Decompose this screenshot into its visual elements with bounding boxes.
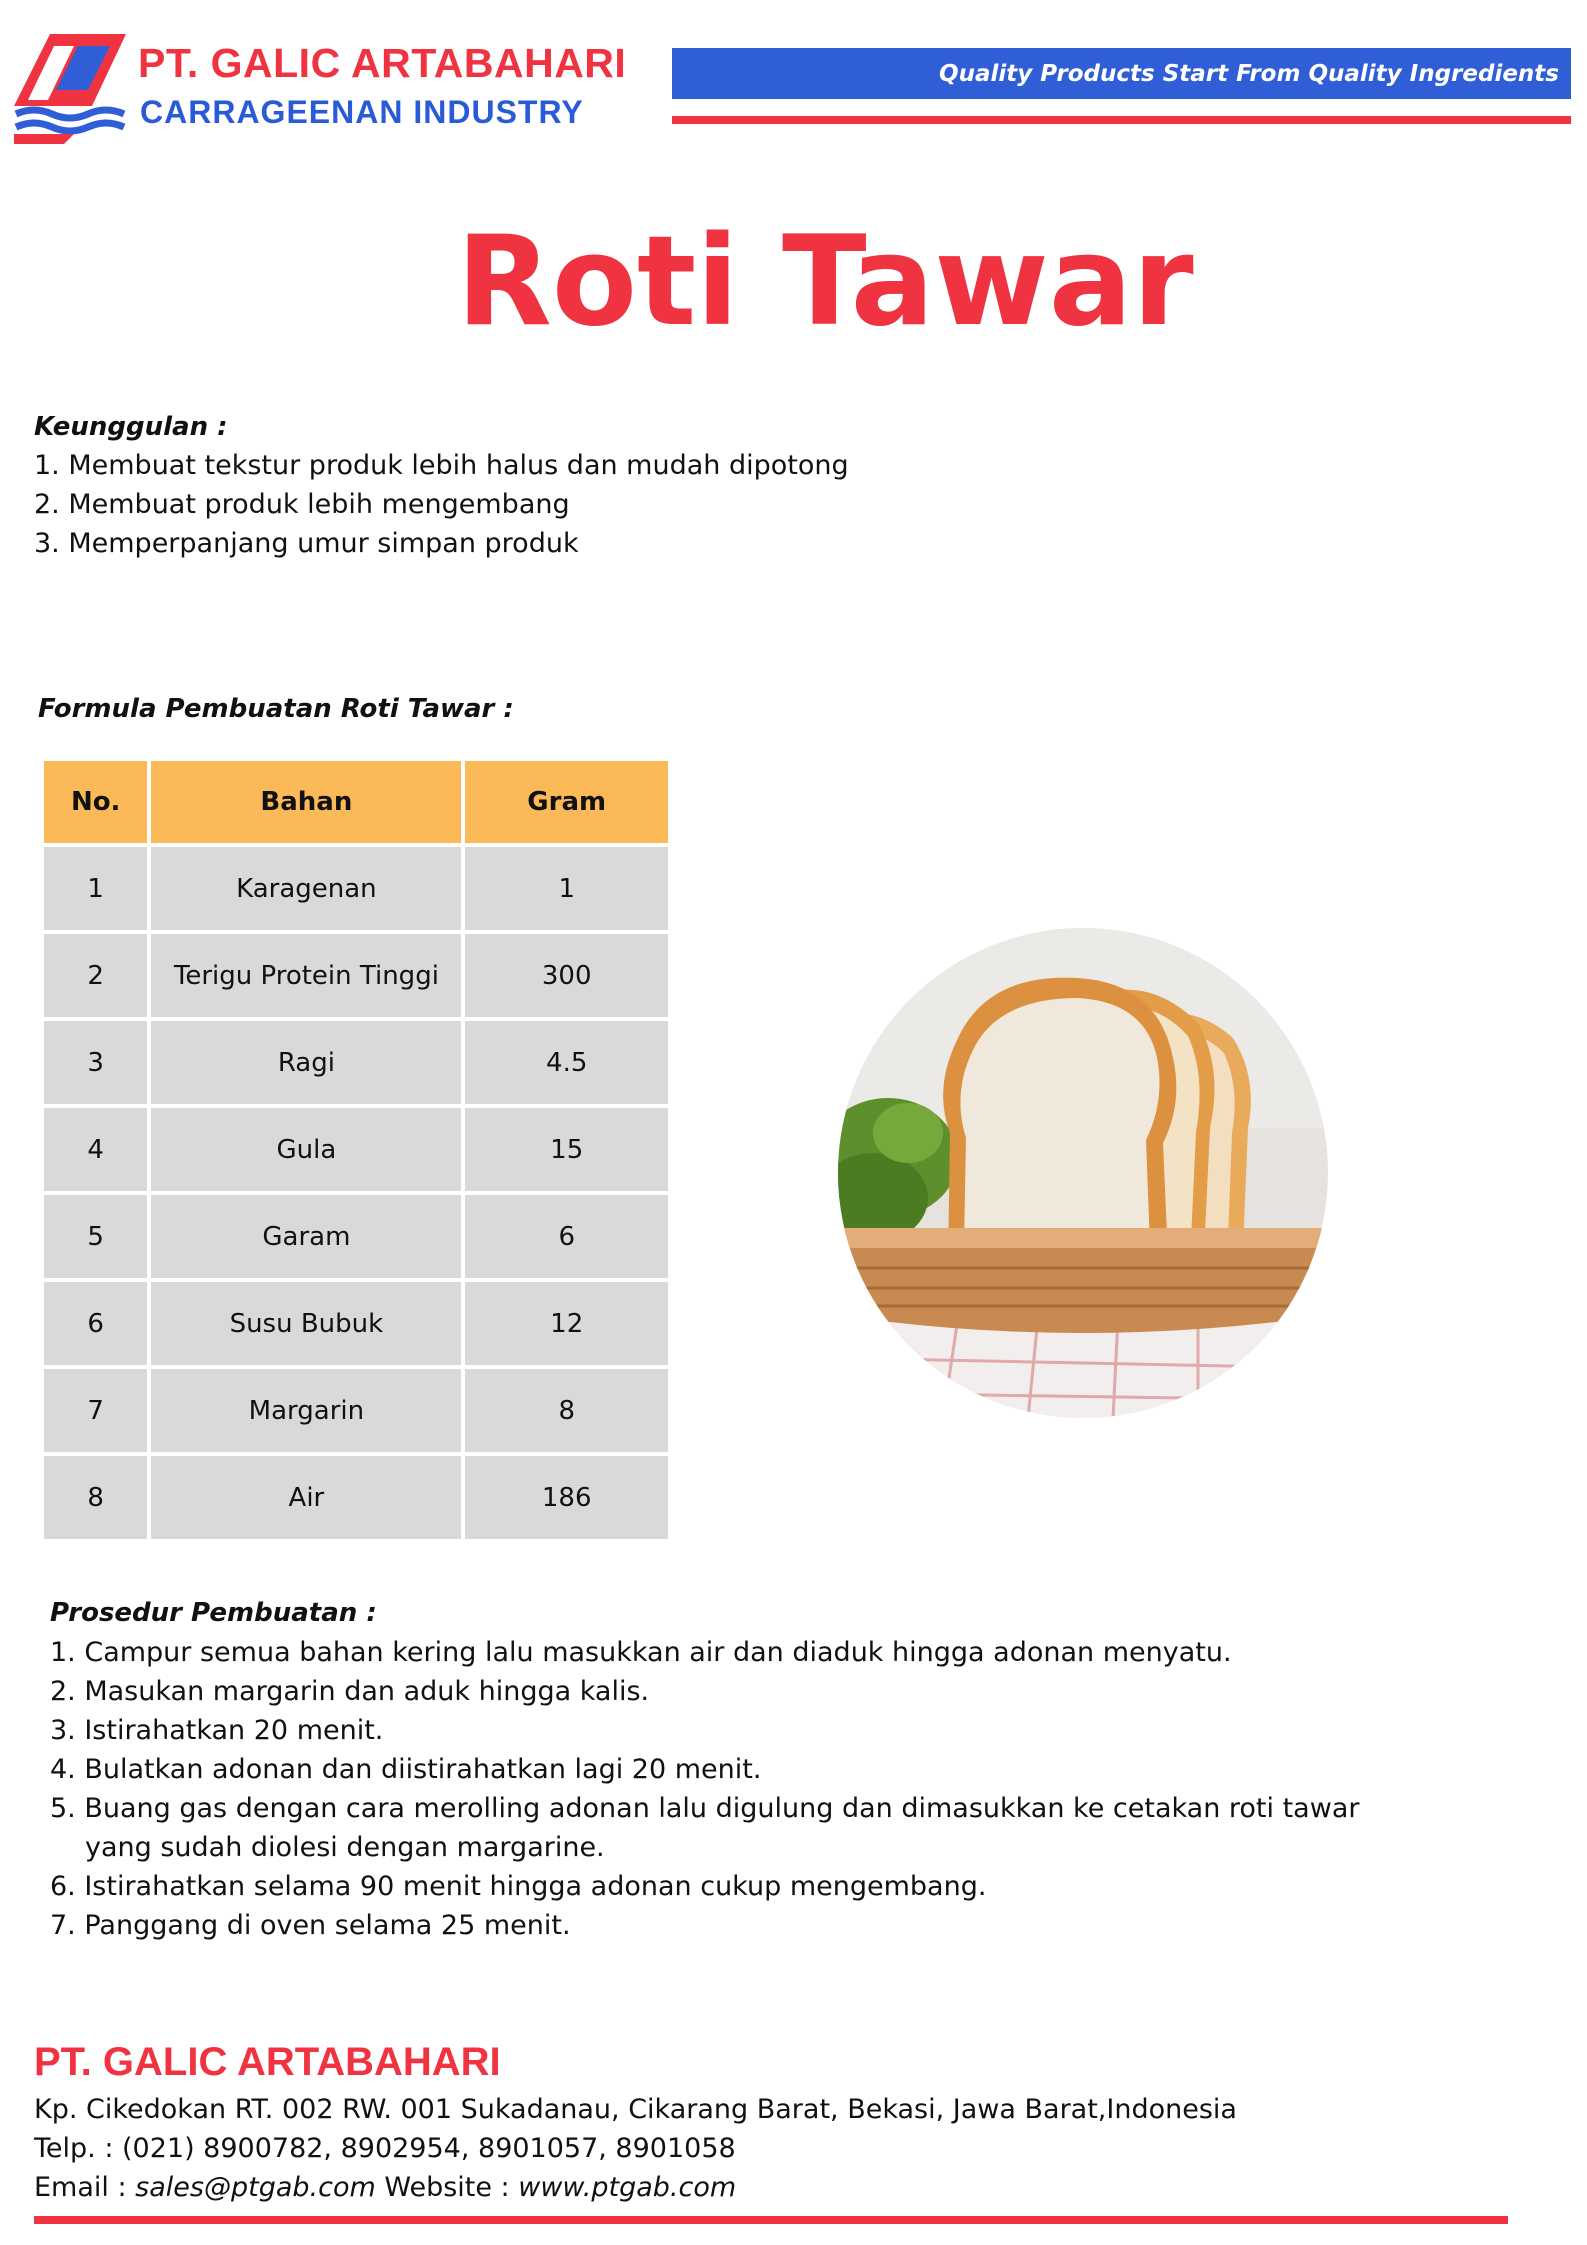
cell-gram: 1	[465, 847, 668, 930]
table-row	[44, 1282, 668, 1365]
cell-gram: 186	[465, 1456, 668, 1539]
company-subtitle: CARRAGEENAN INDUSTRY	[140, 94, 584, 130]
column-header-no: No.	[44, 761, 147, 843]
keunggulan-heading: Keunggulan :	[34, 412, 228, 442]
cell-gram: 4.5	[465, 1021, 668, 1104]
cell-no: 5	[44, 1195, 147, 1278]
keunggulan-item: 3. Memperpanjang umur simpan produk	[34, 528, 579, 559]
website-link[interactable]: www.ptgab.com	[518, 2172, 737, 2203]
email-link[interactable]: sales@ptgab.com	[135, 2172, 376, 2203]
cell-no: 4	[44, 1108, 147, 1191]
cell-no: 3	[44, 1021, 147, 1104]
table-row	[44, 1195, 668, 1278]
prosedur-step: 1. Campur semua bahan kering lalu masukkan air dan diaduk hingga adonan menyatu.	[50, 1637, 1232, 1668]
prosedur-step: 5. Buang gas dengan cara merolling adonan lalu digulung dan dimasukkan ke cetakan roti tawar	[50, 1793, 1360, 1824]
column-header-gram: Gram	[465, 761, 668, 843]
email-label: Email :	[34, 2172, 136, 2203]
cell-no: 6	[44, 1282, 147, 1365]
cell-gram: 12	[465, 1282, 668, 1365]
cell-gram: 300	[465, 934, 668, 1017]
prosedur-step-continuation: yang sudah diolesi dengan margarine.	[85, 1832, 605, 1863]
cell-gram: 15	[465, 1108, 668, 1191]
table-row	[44, 1369, 668, 1452]
cell-bahan: Susu Bubuk	[151, 1282, 461, 1365]
formula-heading: Formula Pembuatan Roti Tawar :	[38, 694, 514, 724]
prosedur-step: 4. Bulatkan adonan dan diistirahatkan lagi 20 menit.	[50, 1754, 762, 1785]
cell-bahan: Margarin	[151, 1369, 461, 1452]
table-row	[44, 1021, 668, 1104]
cell-bahan: Gula	[151, 1108, 461, 1191]
prosedur-heading: Prosedur Pembuatan :	[50, 1598, 377, 1628]
table-row	[44, 1456, 668, 1539]
table-row	[44, 934, 668, 1017]
bread-photo	[838, 928, 1328, 1418]
cell-no: 8	[44, 1456, 147, 1539]
table-row	[44, 1108, 668, 1191]
table-header-row	[44, 761, 668, 843]
prosedur-step: 7. Panggang di oven selama 25 menit.	[50, 1910, 571, 1941]
galic-logo-icon	[14, 34, 126, 144]
tagline-bar	[672, 48, 1571, 99]
cell-no: 7	[44, 1369, 147, 1452]
footer-company-name: PT. GALIC ARTABAHARI	[34, 2040, 501, 2084]
cell-no: 1	[44, 847, 147, 930]
footer-address: Kp. Cikedokan RT. 002 RW. 001 Sukadanau, Cikarang Barat, Bekasi, Jawa Barat,Indonesia	[34, 2094, 1237, 2125]
tagline-text: Quality Products Start From Quality Ingredients	[939, 60, 1559, 87]
company-name: PT. GALIC ARTABAHARI	[138, 40, 627, 86]
cell-bahan: Air	[151, 1456, 461, 1539]
website-label: Website :	[375, 2172, 519, 2203]
keunggulan-item: 1. Membuat tekstur produk lebih halus dan mudah dipotong	[34, 450, 849, 481]
keunggulan-item: 2. Membuat produk lebih mengembang	[34, 489, 570, 520]
header-divider	[672, 116, 1571, 124]
cell-bahan: Garam	[151, 1195, 461, 1278]
cell-no: 2	[44, 934, 147, 1017]
footer-divider	[34, 2216, 1508, 2224]
footer-phone: Telp. : (021) 8900782, 8902954, 8901057, 8901058	[34, 2133, 736, 2164]
formula-table	[40, 757, 672, 1543]
cell-bahan: Ragi	[151, 1021, 461, 1104]
cell-bahan: Karagenan	[151, 847, 461, 930]
prosedur-step: 2. Masukan margarin dan aduk hingga kalis.	[50, 1676, 650, 1707]
prosedur-step: 6. Istirahatkan selama 90 menit hingga adonan cukup mengembang.	[50, 1871, 987, 1902]
footer-contact	[34, 2172, 736, 2203]
column-header-bahan: Bahan	[151, 761, 461, 843]
cell-bahan: Terigu Protein Tinggi	[151, 934, 461, 1017]
cell-gram: 6	[465, 1195, 668, 1278]
page-title: Roti Tawar	[456, 210, 1194, 354]
cell-gram: 8	[465, 1369, 668, 1452]
table-row	[44, 847, 668, 930]
prosedur-step: 3. Istirahatkan 20 menit.	[50, 1715, 384, 1746]
bread-illustration	[838, 928, 1328, 1418]
